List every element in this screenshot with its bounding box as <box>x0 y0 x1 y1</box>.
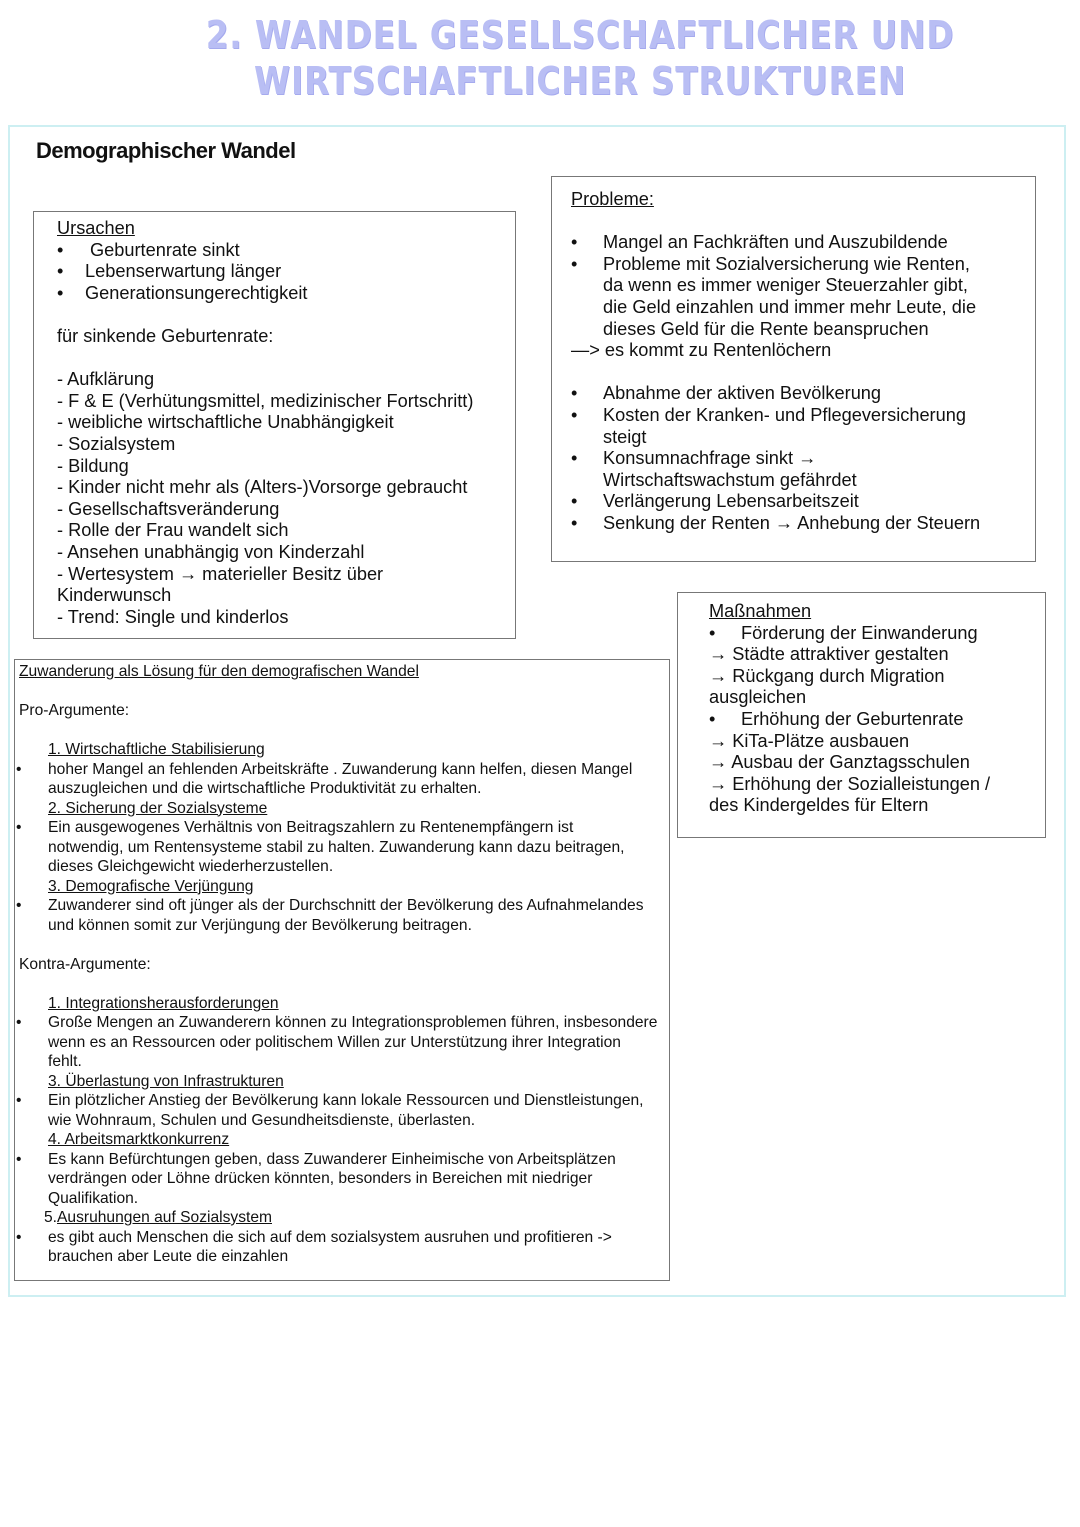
geburtenrate-reasons-list <box>57 369 515 628</box>
list-item: • Kosten der Kranken- und Pflegeversicherung steigt <box>571 405 988 448</box>
list-item: → Ausbau der Ganztagsschulen <box>709 752 970 773</box>
list-item: • Abnahme der aktiven Bevölkerung <box>571 383 1001 405</box>
contra-argument-number: 5. <box>44 1209 58 1226</box>
contra-argument-3 <box>19 1130 669 1150</box>
zuwanderung-box <box>14 659 670 1281</box>
list-item: → Erhöhung der Sozialleistungen / des Kindergeldes für Eltern <box>709 773 991 816</box>
pro-argument-text: • Ein ausgewogenes Verhältnis von Beitragszahlern zu Rentenempfängern ist notwendig, um Rentensysteme stabil zu halten. Zuwanderung kann dazu beitragen, dieses Gleichgewicht wiederherzustellen. <box>19 818 633 877</box>
section-title: Demographischer Wandel <box>36 138 296 163</box>
list-item: - Gesellschaftsveränderung <box>57 498 280 519</box>
ursachen-subheading: für sinkende Geburtenrate: <box>57 325 274 346</box>
list-item: • Geburtenrate sinkt <box>57 240 515 262</box>
list-item: - Bildung <box>57 455 129 476</box>
pro-argument-1 <box>19 740 669 760</box>
zuwanderung-heading: Zuwanderung als Lösung für den demografischen Wandel <box>19 663 419 680</box>
list-item: • Erhöhung der Geburtenrate <box>709 709 1045 731</box>
ursachen-list <box>57 240 515 305</box>
probleme-heading: Probleme: <box>571 189 654 209</box>
list-item: • Mangel an Fachkräften und Auszubildende <box>571 232 1001 254</box>
pro-argument-title: 1. Wirtschaftliche Stabilisierung <box>48 741 265 758</box>
contra-argument-text: • es gibt auch Menschen die sich auf dem sozialsystem ausruhen und profitieren -> brauchen aber Leute die einzahlen <box>19 1228 668 1267</box>
list-item: • Probleme mit Sozialversicherung wie Renten, da wenn es immer weniger Steuerzahler gibt, die Geld einzahlen und immer mehr Leute, die dieses Geld für die Rente beanspruchen <box>571 254 993 340</box>
list-item: - Sozialsystem <box>57 433 176 454</box>
contra-argument-2 <box>19 1072 669 1092</box>
contra-label: Kontra-Argumente: <box>19 955 151 973</box>
contra-argument-title: 4. Arbeitsmarktkonkurrenz <box>48 1131 230 1148</box>
list-item: - Aufklärung <box>57 369 155 390</box>
list-item: - Wertesystem → materieller Besitz über Kinderwunsch <box>57 563 384 606</box>
pro-argument-text: • Zuwanderer sind oft jünger als der Durchschnitt der Bevölkerung des Aufnahmelandes und können somit zur Verjüngung der Bevölkerung beitragen. <box>19 896 648 935</box>
contra-argument-4 <box>19 1208 669 1228</box>
contra-argument-title: 3. Überlastung von Infrastrukturen <box>48 1072 284 1090</box>
massnahmen-box <box>677 592 1046 838</box>
pro-argument-text: • hoher Mangel an fehlenden Arbeitskräfte . Zuwanderung kann helfen, diesen Mangel auszugleichen und die wirtschaftliche Produktivität zu erhalten. <box>19 760 648 799</box>
ursachen-box <box>33 211 516 639</box>
list-item: • Konsumnachfrage sinkt → Wirtschaftswachstum gefährdet <box>571 448 863 491</box>
pro-label: Pro-Argumente: <box>19 702 130 719</box>
pro-argument-title: 3. Demografische Verjüngung <box>48 877 254 895</box>
list-item: → Rückgang durch Migration ausgleichen <box>709 665 945 708</box>
page-title-line-1: 2. WANDEL GESELLSCHAFTLICHER UND <box>205 13 955 57</box>
list-item: - Kinder nicht mehr als (Alters-)Vorsorge gebraucht <box>57 477 468 498</box>
probleme-box <box>551 176 1036 562</box>
list-item: - Ansehen unabhängig von Kinderzahl <box>57 541 365 562</box>
contra-argument-1 <box>19 994 669 1014</box>
probleme-list-2 <box>571 383 1001 534</box>
contra-argument-title: Ausruhungen auf Sozialsystem <box>57 1209 272 1226</box>
list-item: • Senkung der Renten → Anhebung der Steuern <box>571 513 1001 535</box>
contra-argument-text: • Große Mengen an Zuwanderern können zu Integrationsproblemen führen, insbesondere wenn es an Ressourcen oder politischem Willen zur Unterstützung ihrer Integration fehlt. <box>19 1013 658 1072</box>
list-item: • Förderung der Einwanderung <box>709 623 1045 645</box>
ursachen-heading: Ursachen <box>57 218 135 238</box>
list-item: • Verlängerung Lebensarbeitszeit <box>571 491 1001 513</box>
list-item: - Trend: Single und kinderlos <box>57 606 289 627</box>
pro-argument-2 <box>19 799 669 819</box>
list-item: → Städte attraktiver gestalten <box>709 644 949 665</box>
list-item: • Generationsungerechtigkeit <box>57 283 515 305</box>
list-item: • Lebenserwartung länger <box>57 261 515 283</box>
pro-argument-title: 2. Sicherung der Sozialsysteme <box>48 799 268 817</box>
contra-argument-text: • Es kann Befürchtungen geben, dass Zuwanderer Einheimische von Arbeitsplätzen verdrängen oder Löhne drücken könnten, besonders in Bereichen mit niedriger Qualifikation. <box>19 1150 670 1209</box>
massnahmen-heading: Maßnahmen <box>709 601 812 621</box>
probleme-list-1 <box>571 232 1001 340</box>
contra-argument-title: 1. Integrationsherausforderungen <box>48 994 279 1012</box>
page-title-line-2: WIRTSCHAFTLICHER STRUKTUREN <box>254 59 906 103</box>
list-item: → KiTa-Plätze ausbauen <box>709 730 910 751</box>
list-item: - Rolle der Frau wandelt sich <box>57 520 289 541</box>
pro-argument-3 <box>19 877 669 897</box>
page-title <box>150 12 1010 104</box>
probleme-consequence: —> es kommt zu Rentenlöchern <box>571 340 832 361</box>
contra-argument-text: • Ein plötzlicher Anstieg der Bevölkerung kann lokale Ressourcen und Dienstleistungen, wie Wohnraum, Schulen und Gesundheitsdienste, überlasten. <box>19 1091 653 1130</box>
list-item: - F & E (Verhütungsmittel, medizinischer Fortschritt) <box>57 390 474 411</box>
list-item: - weibliche wirtschaftliche Unabhängigkeit <box>57 412 394 433</box>
